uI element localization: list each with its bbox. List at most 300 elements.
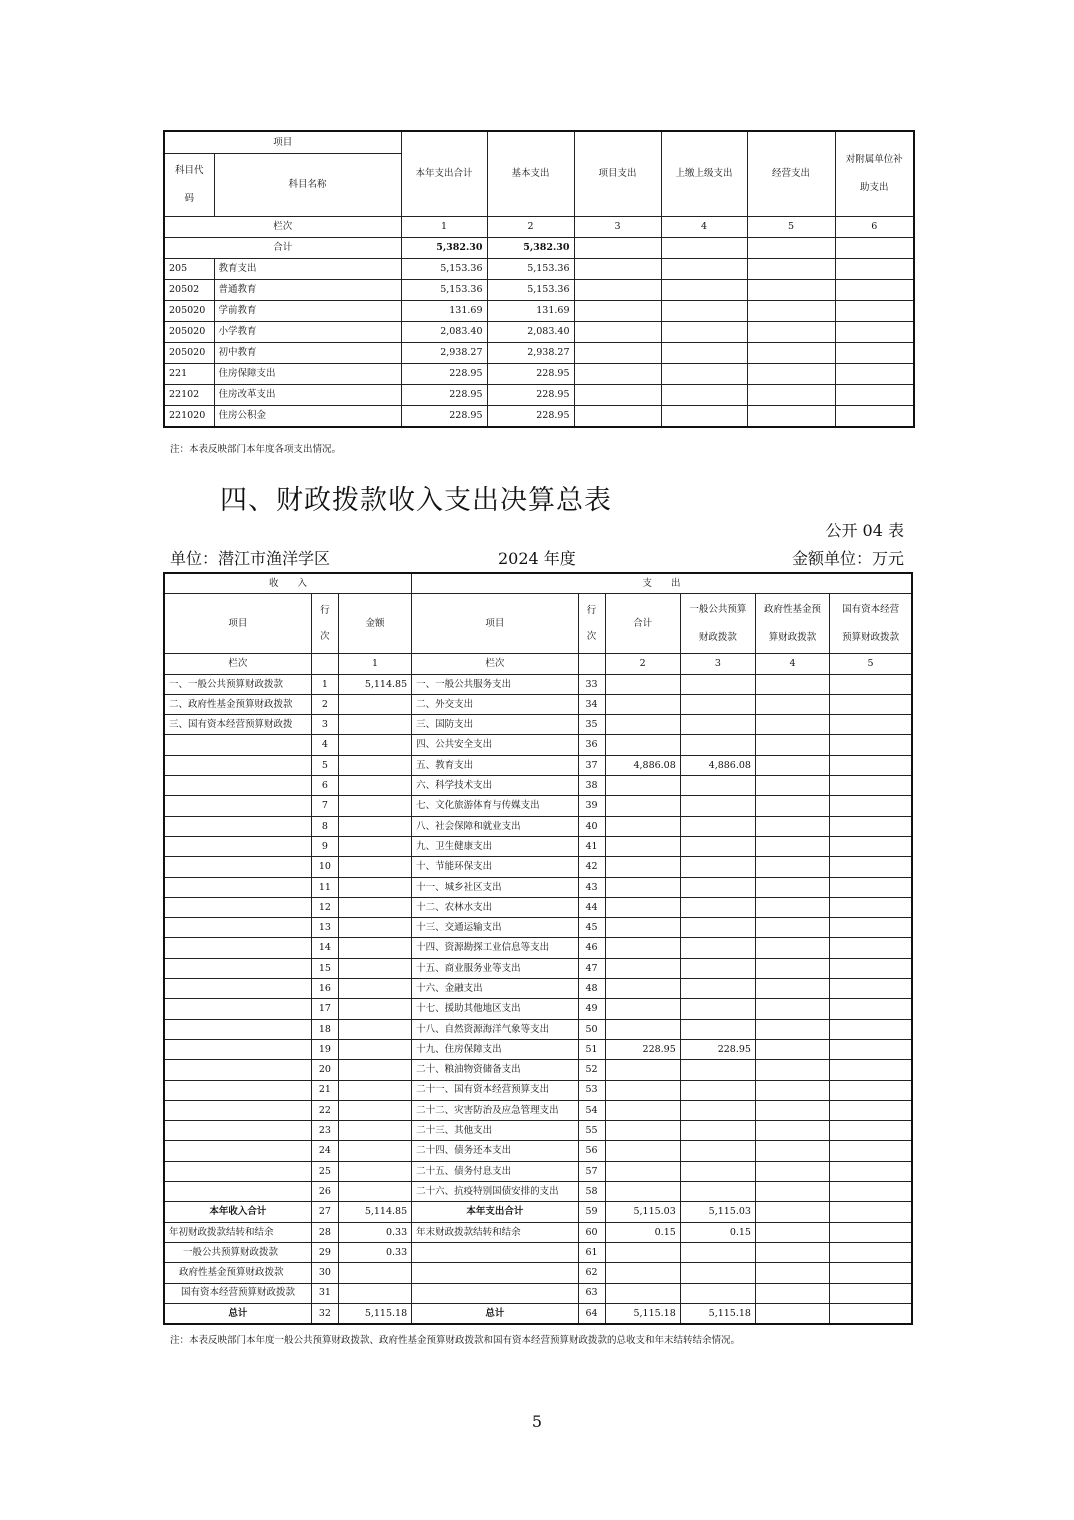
unit-label: 单位：潜江市渔洋学区 — [170, 549, 331, 568]
expense-state — [830, 735, 912, 755]
expense-fund — [755, 816, 829, 836]
table-row — [164, 405, 914, 427]
table-row — [164, 918, 912, 938]
expense-general: 228.95 — [680, 1039, 755, 1059]
expense-row-number: 64 — [578, 1303, 605, 1324]
table-row — [164, 1141, 912, 1161]
lanci-label: 栏次 — [164, 216, 401, 237]
expense-total — [605, 999, 680, 1019]
empty-cell — [574, 405, 661, 427]
header-col-6: 对附属单位补助支出 — [835, 131, 914, 216]
expense-general — [680, 1080, 755, 1100]
expense-total — [605, 918, 680, 938]
income-amount — [338, 816, 411, 836]
table-row — [164, 1039, 912, 1059]
expense-row-number: 43 — [578, 877, 605, 897]
income-item: 年初财政拨款结转和结余 — [164, 1222, 311, 1242]
expense-fund — [755, 1080, 829, 1100]
table-row — [164, 1019, 912, 1039]
table-row — [164, 836, 912, 856]
lanci-num: 1 — [338, 654, 411, 674]
expense-row-number: 44 — [578, 897, 605, 917]
income-amount — [338, 735, 411, 755]
income-item — [164, 735, 311, 755]
income-row-number: 2 — [311, 694, 338, 714]
expense-item: 十八、自然资源海洋气象等支出 — [412, 1019, 578, 1039]
expense-state — [830, 816, 912, 836]
expense-row-number: 54 — [578, 1100, 605, 1120]
header-col-5: 经营支出 — [747, 131, 835, 216]
expense-total — [605, 715, 680, 735]
income-row-number: 23 — [311, 1121, 338, 1141]
expense-fund — [755, 958, 829, 978]
expense-state — [830, 694, 912, 714]
income-amount: 5,114.85 — [338, 1202, 411, 1222]
income-amount — [338, 857, 411, 877]
income-amount — [338, 1039, 411, 1059]
income-amount — [338, 1100, 411, 1120]
expense-item — [412, 1242, 578, 1262]
header-project: 项目 — [164, 131, 401, 153]
expense-item: 本年支出合计 — [412, 1202, 578, 1222]
table-row — [164, 1283, 912, 1303]
expense-general: 5,115.18 — [680, 1303, 755, 1324]
expense-row-number: 52 — [578, 1060, 605, 1080]
income-item: 一般公共预算财政拨款 — [164, 1242, 311, 1262]
expense-item: 十、节能环保支出 — [412, 857, 578, 877]
expense-fund — [755, 694, 829, 714]
empty-cell — [574, 258, 661, 279]
subject-name: 小学教育 — [214, 321, 401, 342]
expense-general — [680, 897, 755, 917]
expense-total — [605, 776, 680, 796]
income-row-number: 22 — [311, 1100, 338, 1120]
income-item — [164, 979, 311, 999]
header-col-4: 上缴上级支出 — [661, 131, 747, 216]
lanci-num: 4 — [661, 216, 747, 237]
expense-general — [680, 958, 755, 978]
total-label: 合计 — [164, 237, 401, 258]
income-item — [164, 1060, 311, 1080]
header-name: 科目名称 — [214, 153, 401, 216]
expense-fund — [755, 674, 829, 694]
expense-total — [605, 1263, 680, 1283]
income-item — [164, 857, 311, 877]
expense-state — [830, 1019, 912, 1039]
total-amount: 228.95 — [401, 384, 487, 405]
expense-item: 二十三、其他支出 — [412, 1121, 578, 1141]
table-row — [164, 258, 914, 279]
expense-item: 五、教育支出 — [412, 755, 578, 775]
income-amount — [338, 1283, 411, 1303]
income-amount — [338, 958, 411, 978]
table2-note: 注：本表反映部门本年度一般公共预算财政拨款、政府性基金预算财政拨款和国有资本经营预算财政拨款的总收支和年末结转结余情况。 — [170, 1335, 741, 1346]
table-row — [164, 1202, 912, 1222]
in-item-header: 项目 — [164, 594, 311, 654]
income-row-number: 4 — [311, 735, 338, 755]
expense-row-number: 49 — [578, 999, 605, 1019]
expense-row-number: 60 — [578, 1222, 605, 1242]
empty-cell — [574, 342, 661, 363]
subject-code: 22102 — [164, 384, 214, 405]
income-item — [164, 1121, 311, 1141]
expense-row-number: 35 — [578, 715, 605, 735]
income-row-number: 12 — [311, 897, 338, 917]
expense-state — [830, 897, 912, 917]
income-item — [164, 938, 311, 958]
expense-fund — [755, 1161, 829, 1181]
table-row — [164, 999, 912, 1019]
expense-total — [605, 1060, 680, 1080]
expense-total — [605, 1019, 680, 1039]
expense-row-number: 42 — [578, 857, 605, 877]
income-amount — [338, 1019, 411, 1039]
basic-amount: 228.95 — [487, 405, 574, 427]
table-row — [164, 979, 912, 999]
ex-fund-header: 政府性基金预算财政拨款 — [755, 594, 829, 654]
empty-cell — [661, 384, 747, 405]
income-item: 三、国有资本经营预算财政拨 — [164, 715, 311, 735]
expense-state — [830, 1121, 912, 1141]
lanci-num: 3 — [574, 216, 661, 237]
income-row-number: 6 — [311, 776, 338, 796]
expense-general: 0.15 — [680, 1222, 755, 1242]
income-item: 一、一般公共预算财政拨款 — [164, 674, 311, 694]
expense-item: 二十六、抗疫特别国债安排的支出 — [412, 1182, 578, 1202]
empty-cell — [835, 405, 914, 427]
expense-fund — [755, 1141, 829, 1161]
basic-amount: 228.95 — [487, 363, 574, 384]
expense-state — [830, 1182, 912, 1202]
expense-total — [605, 1161, 680, 1181]
expense-total — [605, 816, 680, 836]
empty-cell — [747, 321, 835, 342]
expense-row-number: 57 — [578, 1161, 605, 1181]
table-row — [164, 342, 914, 363]
table-row — [164, 938, 912, 958]
income-item — [164, 796, 311, 816]
income-item — [164, 958, 311, 978]
expense-fund — [755, 715, 829, 735]
empty-cell — [747, 300, 835, 321]
income-item — [164, 918, 311, 938]
empty-cell — [574, 279, 661, 300]
expense-general — [680, 1263, 755, 1283]
expense-item: 十一、城乡社区支出 — [412, 877, 578, 897]
expense-fund — [755, 796, 829, 816]
table-number: 公开 04 表 — [825, 521, 904, 540]
empty-cell — [835, 384, 914, 405]
income-amount — [338, 999, 411, 1019]
expense-item: 十九、住房保障支出 — [412, 1039, 578, 1059]
empty-cell — [661, 321, 747, 342]
income-amount — [338, 715, 411, 735]
expense-item: 二十五、债务付息支出 — [412, 1161, 578, 1181]
income-row-number: 21 — [311, 1080, 338, 1100]
basic-amount: 5,153.36 — [487, 258, 574, 279]
expense-row-number: 40 — [578, 816, 605, 836]
lanci-label: 栏次 — [164, 654, 311, 674]
table-row — [164, 755, 912, 775]
expense-general — [680, 816, 755, 836]
expense-total — [605, 897, 680, 917]
expense-total — [605, 1080, 680, 1100]
expense-total — [605, 1283, 680, 1303]
subject-name: 初中教育 — [214, 342, 401, 363]
expense-state — [830, 755, 912, 775]
expense-row-number: 33 — [578, 674, 605, 694]
table-row — [164, 1080, 912, 1100]
empty-cell — [835, 258, 914, 279]
income-header: 收 入 — [164, 573, 412, 594]
income-amount — [338, 1141, 411, 1161]
expense-fund — [755, 735, 829, 755]
income-row-number: 28 — [311, 1222, 338, 1242]
expense-item: 十五、商业服务业等支出 — [412, 958, 578, 978]
expense-general — [680, 694, 755, 714]
income-amount — [338, 938, 411, 958]
expense-general — [680, 1121, 755, 1141]
expense-fund — [755, 1019, 829, 1039]
table-row — [164, 1161, 912, 1181]
expense-item: 七、文化旅游体育与传媒支出 — [412, 796, 578, 816]
lanci-num: 4 — [755, 654, 829, 674]
total-amount: 228.95 — [401, 363, 487, 384]
expense-fund — [755, 1100, 829, 1120]
table-row — [164, 958, 912, 978]
lanci-num: 2 — [605, 654, 680, 674]
expense-fund — [755, 755, 829, 775]
expense-row-number: 59 — [578, 1202, 605, 1222]
expense-fund — [755, 1039, 829, 1059]
expense-state — [830, 1039, 912, 1059]
expense-item: 三、国防支出 — [412, 715, 578, 735]
income-amount — [338, 1182, 411, 1202]
total-amount: 5,153.36 — [401, 279, 487, 300]
subject-code: 221020 — [164, 405, 214, 427]
table-row — [164, 300, 914, 321]
expense-total — [605, 938, 680, 958]
income-item — [164, 1019, 311, 1039]
lanci-num: 1 — [401, 216, 487, 237]
expense-item: 二、外交支出 — [412, 694, 578, 714]
expense-row-number: 58 — [578, 1182, 605, 1202]
expense-fund — [755, 1121, 829, 1141]
expense-item: 二十二、灾害防治及应急管理支出 — [412, 1100, 578, 1120]
expense-total: 5,115.18 — [605, 1303, 680, 1324]
expense-state — [830, 715, 912, 735]
table-row — [164, 735, 912, 755]
expense-general — [680, 999, 755, 1019]
expense-total — [605, 694, 680, 714]
income-row-number: 3 — [311, 715, 338, 735]
expense-state — [830, 1202, 912, 1222]
expense-fund — [755, 1222, 829, 1242]
expense-row-number: 55 — [578, 1121, 605, 1141]
expense-row-number: 62 — [578, 1263, 605, 1283]
income-amount — [338, 694, 411, 714]
expense-total — [605, 796, 680, 816]
empty-cell — [835, 321, 914, 342]
empty-cell — [747, 258, 835, 279]
expense-item: 年末财政拨款结转和结余 — [412, 1222, 578, 1242]
expense-general — [680, 857, 755, 877]
expense-item: 九、卫生健康支出 — [412, 836, 578, 856]
income-item: 总计 — [164, 1303, 311, 1324]
expense-state — [830, 796, 912, 816]
expense-total — [605, 1121, 680, 1141]
income-item — [164, 755, 311, 775]
expense-item: 十二、农林水支出 — [412, 897, 578, 917]
header-col-3: 项目支出 — [574, 131, 661, 216]
income-row-number: 17 — [311, 999, 338, 1019]
empty-cell — [661, 363, 747, 384]
income-amount — [338, 979, 411, 999]
expense-item: 六、科学技术支出 — [412, 776, 578, 796]
income-row-number: 11 — [311, 877, 338, 897]
expense-item: 二十四、债务还本支出 — [412, 1141, 578, 1161]
income-row-number: 24 — [311, 1141, 338, 1161]
expense-header: 支 出 — [412, 573, 912, 594]
income-amount — [338, 755, 411, 775]
income-row-number: 27 — [311, 1202, 338, 1222]
table-row — [164, 897, 912, 917]
table-row — [164, 1242, 912, 1262]
empty-cell — [574, 300, 661, 321]
income-row-number: 19 — [311, 1039, 338, 1059]
expense-item: 十七、援助其他地区支出 — [412, 999, 578, 1019]
expense-row-number: 46 — [578, 938, 605, 958]
lanci-num: 5 — [747, 216, 835, 237]
expense-general — [680, 674, 755, 694]
expense-general — [680, 735, 755, 755]
table-row — [164, 363, 914, 384]
expense-row-number: 50 — [578, 1019, 605, 1039]
income-row-number: 26 — [311, 1182, 338, 1202]
expense-state — [830, 999, 912, 1019]
money-unit-label: 金额单位：万元 — [791, 549, 904, 568]
income-row-number: 1 — [311, 674, 338, 694]
ex-row-header: 行次 — [578, 594, 605, 654]
expense-total — [605, 735, 680, 755]
expense-total: 0.15 — [605, 1222, 680, 1242]
expense-fund — [755, 877, 829, 897]
income-amount — [338, 1060, 411, 1080]
expense-total: 5,115.03 — [605, 1202, 680, 1222]
table-row — [164, 674, 912, 694]
table-row — [164, 715, 912, 735]
income-row-number: 8 — [311, 816, 338, 836]
lanci-num: 3 — [680, 654, 755, 674]
total-amount: 2,938.27 — [401, 342, 487, 363]
expense-general — [680, 1019, 755, 1039]
ex-gen-header: 一般公共预算财政拨款 — [680, 594, 755, 654]
empty-cell — [747, 363, 835, 384]
expense-fund — [755, 1242, 829, 1262]
lanci-label: 栏次 — [412, 654, 578, 674]
expense-state — [830, 1141, 912, 1161]
table-row — [164, 776, 912, 796]
expense-table — [163, 130, 915, 428]
expense-total — [605, 1100, 680, 1120]
empty-cell — [574, 384, 661, 405]
lanci-num: 2 — [487, 216, 574, 237]
empty-cell — [835, 300, 914, 321]
income-item — [164, 877, 311, 897]
expense-fund — [755, 1182, 829, 1202]
expense-fund — [755, 857, 829, 877]
expense-item: 八、社会保障和就业支出 — [412, 816, 578, 836]
expense-row-number: 63 — [578, 1283, 605, 1303]
table-row — [164, 877, 912, 897]
subject-code: 20502 — [164, 279, 214, 300]
expense-fund — [755, 979, 829, 999]
subject-code: 205020 — [164, 342, 214, 363]
empty-cell — [747, 405, 835, 427]
fiscal-summary-table — [163, 572, 913, 1325]
expense-total — [605, 979, 680, 999]
expense-fund — [755, 999, 829, 1019]
lanci-num: 6 — [835, 216, 914, 237]
income-amount — [338, 776, 411, 796]
expense-item: 十三、交通运输支出 — [412, 918, 578, 938]
expense-general: 4,886.08 — [680, 755, 755, 775]
subject-name: 住房公积金 — [214, 405, 401, 427]
expense-fund — [755, 1202, 829, 1222]
expense-row-number: 45 — [578, 918, 605, 938]
subject-name: 普通教育 — [214, 279, 401, 300]
empty-cell — [661, 279, 747, 300]
expense-state — [830, 958, 912, 978]
expense-item: 十四、资源勘探工业信息等支出 — [412, 938, 578, 958]
expense-general — [680, 1141, 755, 1161]
expense-state — [830, 1222, 912, 1242]
expense-general — [680, 1182, 755, 1202]
income-item — [164, 816, 311, 836]
empty-cell — [574, 321, 661, 342]
expense-general — [680, 938, 755, 958]
empty-cell — [574, 363, 661, 384]
expense-item: 十六、金融支出 — [412, 979, 578, 999]
expense-state — [830, 1060, 912, 1080]
income-item — [164, 836, 311, 856]
total-amount: 2,083.40 — [401, 321, 487, 342]
table-row — [164, 816, 912, 836]
empty-cell — [661, 258, 747, 279]
income-row-number: 10 — [311, 857, 338, 877]
total-amount: 5,382.30 — [401, 237, 487, 258]
income-row-number: 18 — [311, 1019, 338, 1039]
basic-amount: 2,083.40 — [487, 321, 574, 342]
expense-total — [605, 1182, 680, 1202]
expense-state — [830, 938, 912, 958]
empty-cell — [661, 300, 747, 321]
table-row — [164, 321, 914, 342]
expense-fund — [755, 938, 829, 958]
expense-row-number: 61 — [578, 1242, 605, 1262]
expense-row-number: 48 — [578, 979, 605, 999]
income-item — [164, 776, 311, 796]
expense-general — [680, 1242, 755, 1262]
subject-name: 学前教育 — [214, 300, 401, 321]
income-row-number: 5 — [311, 755, 338, 775]
income-row-number: 9 — [311, 836, 338, 856]
total-basic: 5,382.30 — [487, 237, 574, 258]
page-title: 四、财政拨款收入支出决算总表 — [220, 485, 612, 516]
income-amount: 5,114.85 — [338, 674, 411, 694]
income-item — [164, 1039, 311, 1059]
empty-cell — [835, 342, 914, 363]
